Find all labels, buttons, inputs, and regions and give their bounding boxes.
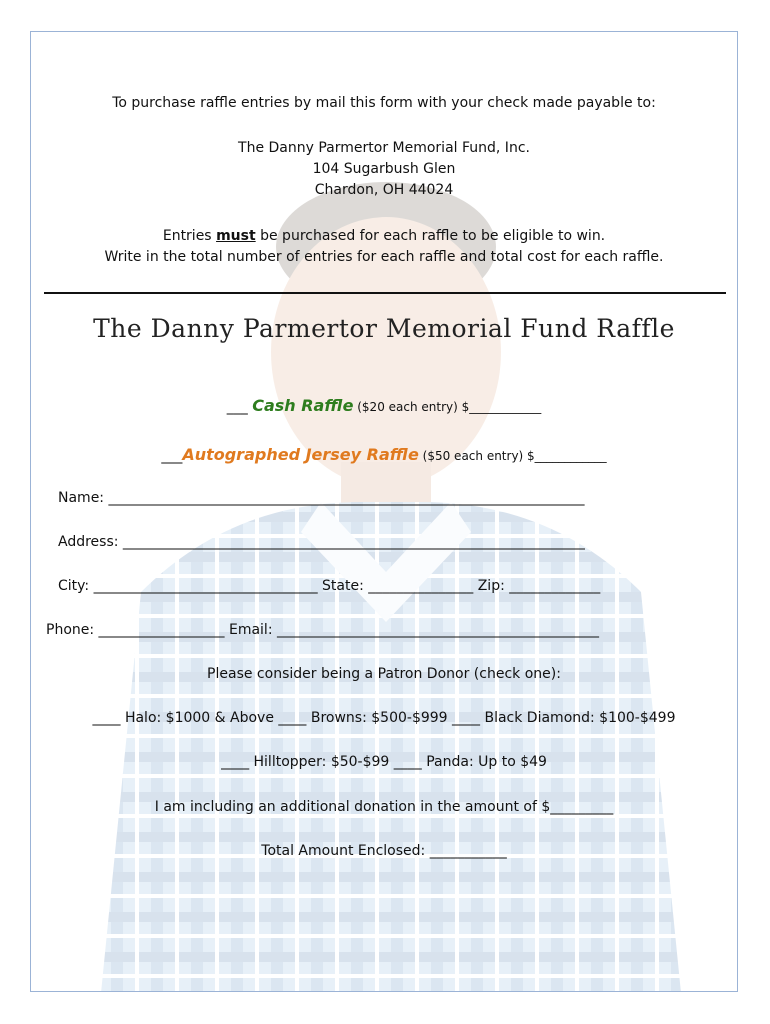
phone-email-field[interactable]: Phone: __________________ Email: ______________________________________________	[46, 622, 599, 638]
city-state-zip-field[interactable]: City: ________________________________ State: _______________ Zip: _____________	[58, 578, 601, 594]
name-field[interactable]: Name: ____________________________________________________________________	[58, 490, 585, 506]
instructions-line: To purchase raffle entries by mail this form with your check made payable to:	[112, 95, 656, 111]
jersey-raffle-line[interactable]: ___Autographed Jersey Raffle ($50 each entry) $____________	[161, 445, 607, 464]
jersey-raffle-label: Autographed Jersey Raffle	[182, 445, 419, 464]
divider-rule	[44, 292, 726, 294]
patron-prompt: Please consider being a Patron Donor (check one):	[207, 666, 561, 682]
additional-donation-field[interactable]: I am including an additional donation in the amount of $_________	[154, 799, 614, 815]
patron-options-row1[interactable]: ____ Halo: $1000 & Above ____ Browns: $500-$999 ____ Black Diamond: $100-$499	[92, 710, 676, 726]
payee-name: The Danny Parmertor Memorial Fund, Inc.	[238, 140, 530, 156]
payee-city-state: Chardon, OH 44024	[314, 182, 454, 198]
cash-raffle-line[interactable]: ___ Cash Raffle ($20 each entry) $____________	[226, 396, 542, 415]
payee-street: 104 Sugarbush Glen	[312, 161, 456, 177]
total-amount-field[interactable]: Total Amount Enclosed: ___________	[261, 843, 507, 859]
page-title: The Danny Parmertor Memorial Fund Raffle	[93, 314, 675, 343]
must-emphasis: must	[216, 228, 256, 244]
cash-raffle-label: Cash Raffle	[252, 396, 354, 415]
patron-options-row2[interactable]: ____ Hilltopper: $50-$99 ____ Panda: Up to $49	[221, 754, 547, 770]
eligibility-note: Entries must be purchased for each raffle to be eligible to win.	[162, 228, 606, 244]
address-field[interactable]: Address: __________________________________________________________________	[58, 534, 585, 550]
form-page	[30, 31, 738, 992]
write-in-note: Write in the total number of entries for each raffle and total cost for each raffle.	[104, 249, 664, 265]
